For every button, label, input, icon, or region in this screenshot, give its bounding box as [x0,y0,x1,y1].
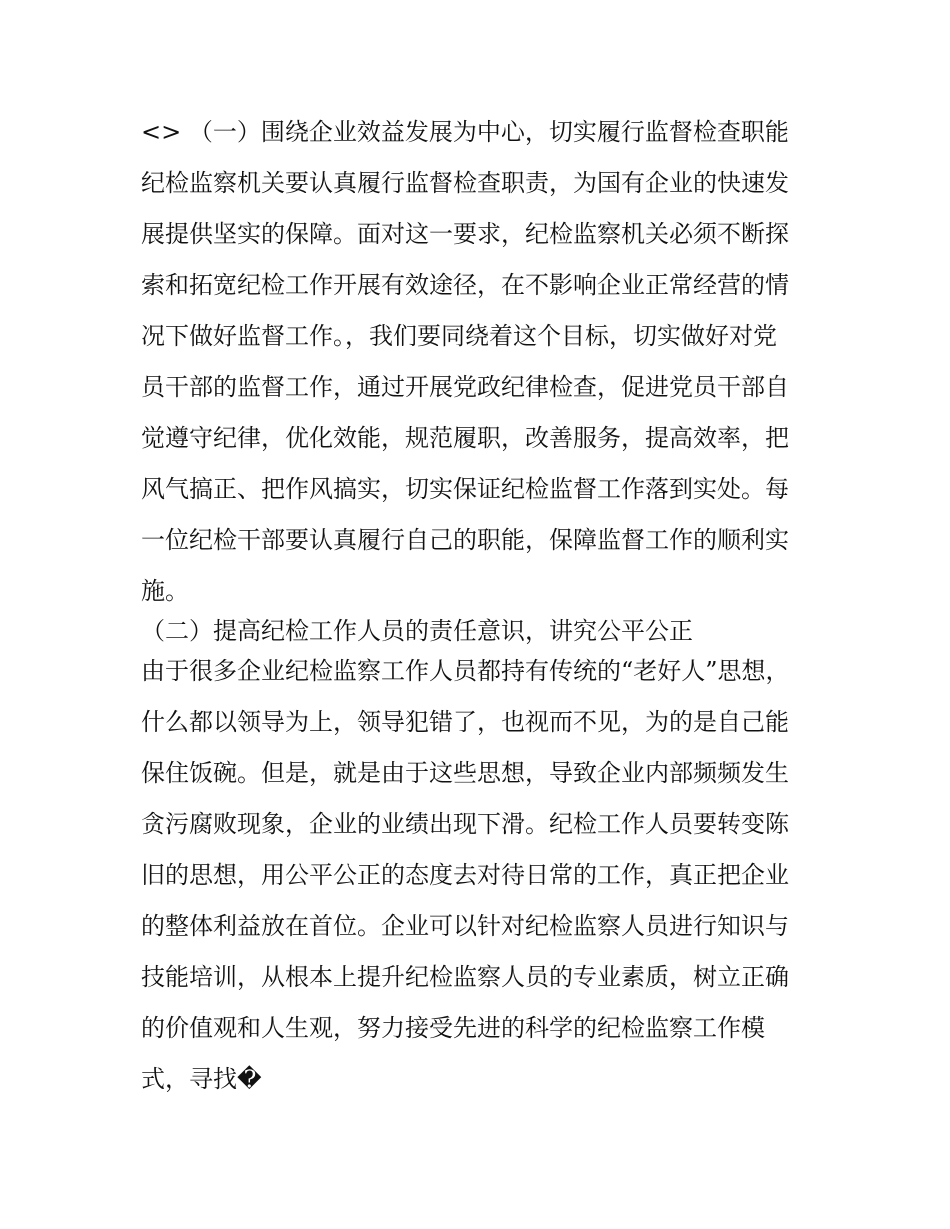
paragraph-line: 旧的思想，用公平公正的态度去对待日常的工作，真正把企业 [141,861,789,889]
paragraph-line: 施。 [141,577,189,605]
paragraph-line: 况下做好监督工作。，我们要同绕着这个目标，切实做好对党 [141,322,777,350]
paragraph-line: 什么都以领导为上，领导犯错了，也视而不见，为的是自己能 [141,708,789,736]
section-heading-1: <> （一）围绕企业效益发展为中心，切实履行监督检查职能 [141,118,789,146]
paragraph-line: 贪污腐败现象，企业的业绩出现下滑。纪检工作人员要转变陈 [141,810,789,838]
paragraph-line: 技能培训，从根本上提升纪检监察人员的专业素质，树立正确 [141,963,789,991]
paragraph-line: 一位纪检干部要认真履行自己的职能，保障监督工作的顺利实 [141,526,789,554]
paragraph-line: 风气搞正、把作风搞实，切实保证纪检监督工作落到实处。每 [141,475,789,503]
paragraph-line: 的价值观和人生观，努力接受先进的科学的纪检监察工作模 [141,1014,765,1042]
paragraph-line: 展提供坚实的保障。面对这一要求，纪检监察机关必须不断探 [141,220,789,248]
paragraph-line: 员干部的监督工作，通过开展党政纪律检查，促进党员干部自 [141,373,789,401]
paragraph-line: 纪检监察机关要认真履行监督检查职责，为国有企业的快速发 [141,169,789,197]
section-heading-2: （二）提高纪检工作人员的责任意识，讲究公平公正 [141,617,693,645]
paragraph-line: 觉遵守纪律，优化效能，规范履职，改善服务，提高效率，把 [141,424,789,452]
document-body [141,111,821,1109]
paragraph-line: 索和拓宽纪检工作开展有效途径，在不影响企业正常经营的情 [141,271,789,299]
paragraph-line: 保住饭碗。但是，就是由于这些思想，导致企业内部频频发生 [141,759,789,787]
paragraph-line: 式，寻找� [141,1065,262,1093]
paragraph-line: 由于很多企业纪检监察工作人员都持有传统的“老好人”思想， [141,657,790,685]
paragraph-line: 的整体利益放在首位。企业可以针对纪检监察人员进行知识与 [141,912,789,940]
